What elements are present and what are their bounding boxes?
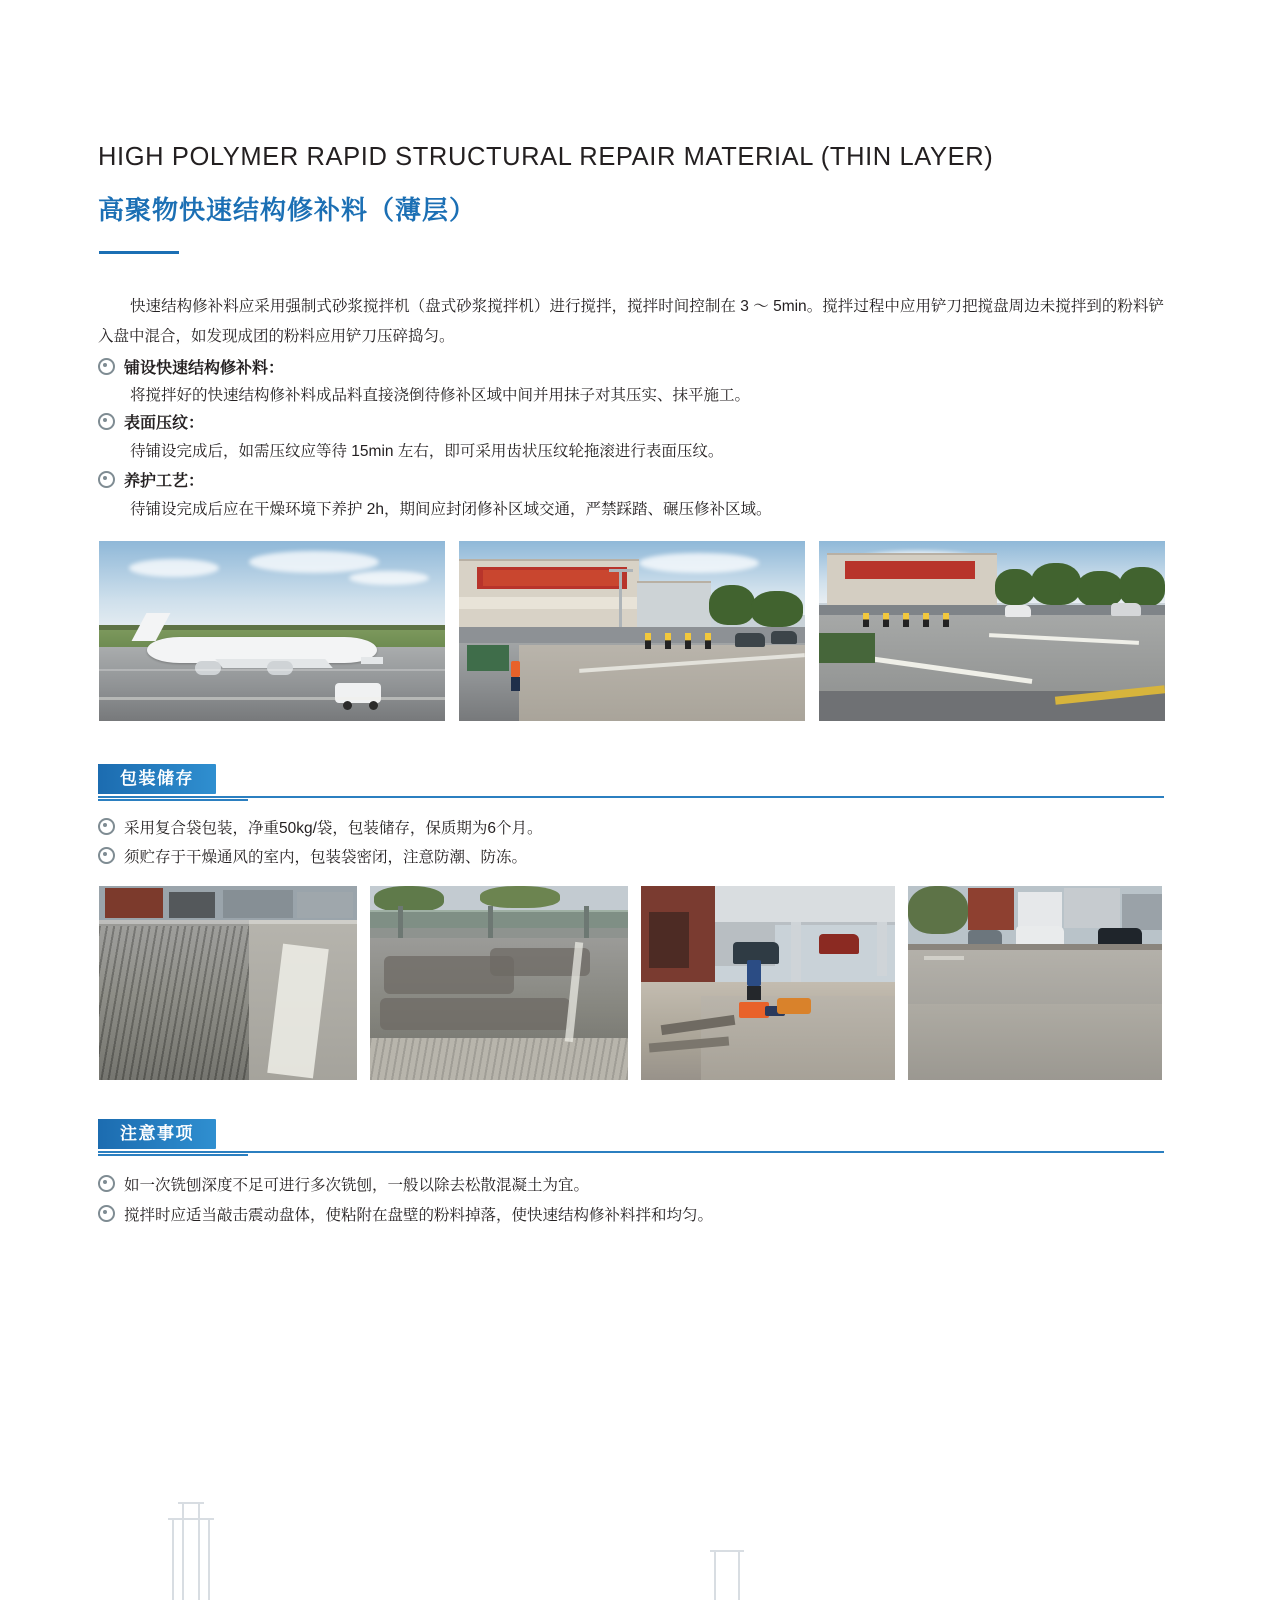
footer-watermark [0,1480,1287,1600]
step-detail-2: 待铺设完成后，如需压纹应等待 15min 左右，即可采用齿状压纹轮拖滚进行表面压纹。 [130,443,724,460]
ring-bullet-icon [98,1175,115,1192]
photo-city-road [819,541,1165,721]
photo-street-shops [459,541,805,721]
packaging-item-1-text: 采用复合袋包装，净重50kg/袋，包装储存，保质期为6个月。 [124,820,543,837]
ring-bullet-icon [98,413,115,430]
photo-airport-runway [99,541,445,721]
section-title-notes: 注意事项 [98,1119,216,1149]
photo-damaged-road-guardrail [370,886,628,1080]
title-divider [99,251,179,254]
ring-bullet-icon [98,358,115,375]
ring-bullet-icon [98,818,115,835]
page-title-chinese: 高聚物快速结构修补料（薄层） [98,195,477,225]
packaging-item-1 [98,815,1164,843]
step-heading-1: 铺设快速结构修补料： [124,360,285,377]
notes-item-1 [98,1172,1164,1200]
step-heading-2: 表面压纹： [124,415,205,432]
ring-bullet-icon [98,471,115,488]
intro-paragraph: 快速结构修补料应采用强制式砂浆搅拌机（盘式砂浆搅拌机）进行搅拌，搅拌时间控制在 3 ～ 5min。搅拌过程中应用铲刀把搅盘周边未搅拌到的粉料铲入盘中混合，如发现成团的粉料应用铲刀压碎捣匀。 [98,298,1164,345]
photo-gas-station-works [641,886,895,1080]
step-detail-3: 待铺设完成后应在干燥环境下养护 2h，期间应封闭修补区域交通，严禁踩踏、碾压修补区域。 [130,501,772,518]
section-header-notes [98,1119,1164,1157]
step-item-3 [98,468,1164,496]
packaging-item-2 [98,844,1164,872]
photo-grooved-pavement [99,886,357,1080]
photo-finished-smooth-road [908,886,1162,1080]
notes-item-1-text: 如一次铣刨深度不足可进行多次铣刨，一般以除去松散混凝土为宜。 [124,1177,590,1194]
step-detail-1: 将搅拌好的快速结构修补料成品料直接浇倒待修补区域中间并用抹子对其压实、抹平施工。 [130,387,751,404]
section-title-packaging: 包装储存 [98,764,216,794]
step-item-1 [98,355,1164,383]
page-title-english: HIGH POLYMER RAPID STRUCTURAL REPAIR MATERIAL (THIN LAYER) [98,143,994,171]
gallery-bottom [99,886,1162,1080]
gallery-top [99,541,1165,721]
ring-bullet-icon [98,1205,115,1222]
notes-item-2-text: 搅拌时应适当敲击震动盘体，使粘附在盘壁的粉料掉落，使快速结构修补料拌和均匀。 [124,1207,714,1224]
notes-item-2 [98,1202,1164,1230]
section-header-packaging [98,764,1164,802]
step-heading-3: 养护工艺： [124,473,205,490]
step-item-2 [98,410,1164,438]
ring-bullet-icon [98,847,115,864]
packaging-item-2-text: 须贮存于干燥通风的室内，包装袋密闭，注意防潮、防冻。 [124,849,528,866]
